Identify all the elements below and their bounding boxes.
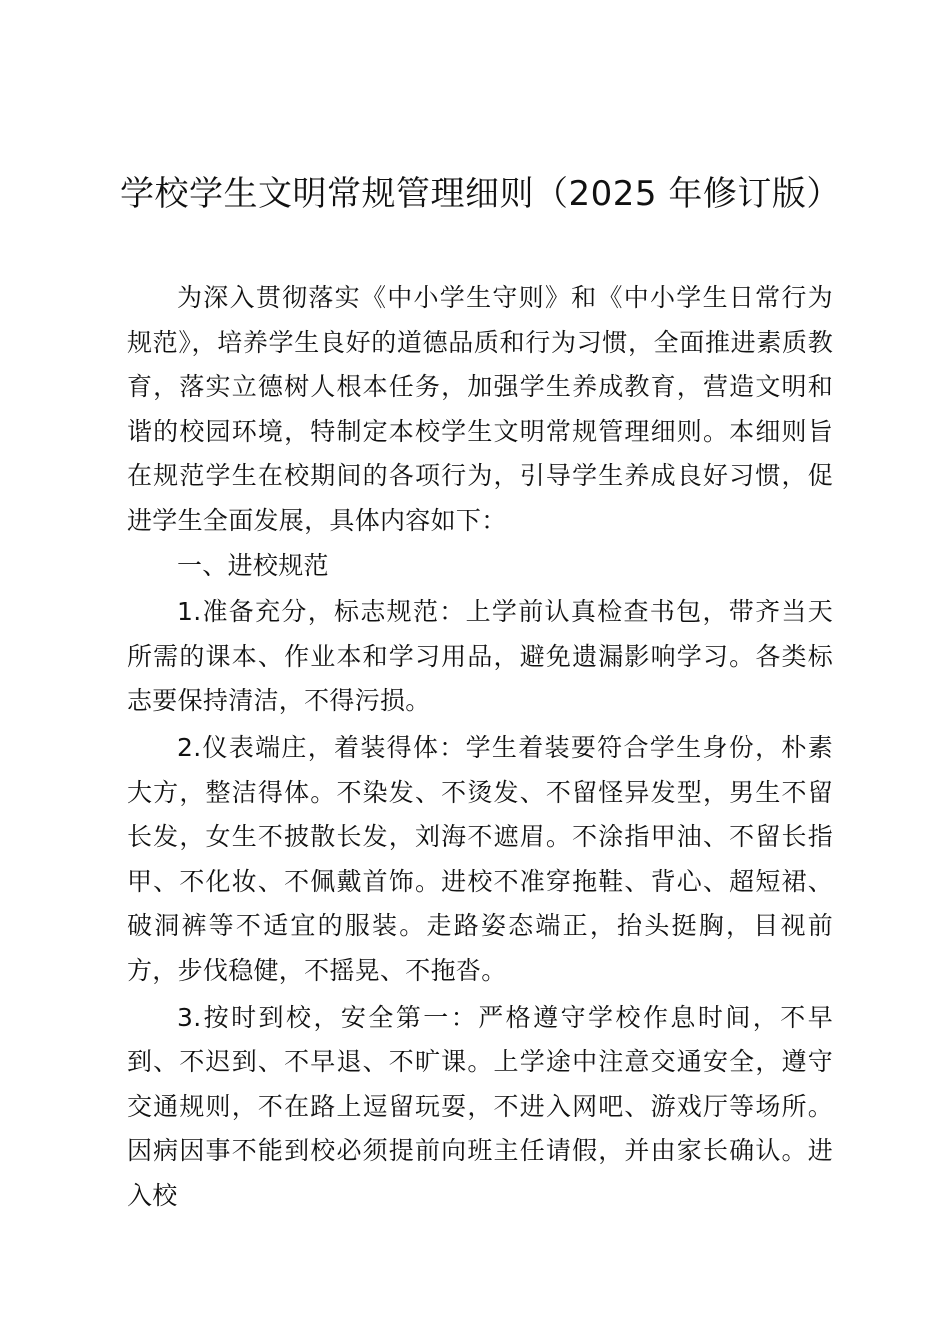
rule-paragraph-1: 1.准备充分，标志规范：上学前认真检查书包，带齐当天所需的课本、作业本和学习用品，避免遗漏影响学习。各类标志要保持清洁，不得污损。	[127, 597, 833, 716]
document-title: 学校学生文明常规管理细则（2025 年修订版）	[120, 174, 841, 214]
intro-paragraph: 为深入贯彻落实《中小学生守则》和《中小学生日常行为规范》，培养学生良好的道德品质和行为习惯，全面推进素质教育，落实立德树人根本任务，加强学生养成教育，营造文明和谐的校园环境，特制定本校学生文明常规管理细则。本细则旨在规范学生在校期间的各项行为，引导学生养成良好习惯，促进学生全面发展，具体内容如下：	[127, 283, 833, 535]
rule-paragraph-3: 3.按时到校，安全第一：严格遵守学校作息时间，不早到、不迟到、不早退、不旷课。上学途中注意交通安全，遵守交通规则，不在路上逗留玩耍，不进入网吧、游戏厅等场所。因病因事不能到校必须提前向班主任请假，并由家长确认。进入校	[127, 1002, 833, 1210]
section-heading: 一、进校规范	[177, 550, 329, 580]
rule-paragraph-2: 2.仪表端庄，着装得体：学生着装要符合学生身份，朴素大方，整洁得体。不染发、不烫发、不留怪异发型，男生不留长发，女生不披散长发，刘海不遮眉。不涂指甲油、不留长指甲、不化妆、不佩戴首饰。进校不准穿拖鞋、背心、超短裙、破洞裤等不适宜的服装。走路姿态端正，抬头挺胸，目视前方，步伐稳健，不摇晃、不拖沓。	[127, 732, 833, 985]
document-body	[127, 276, 833, 1218]
